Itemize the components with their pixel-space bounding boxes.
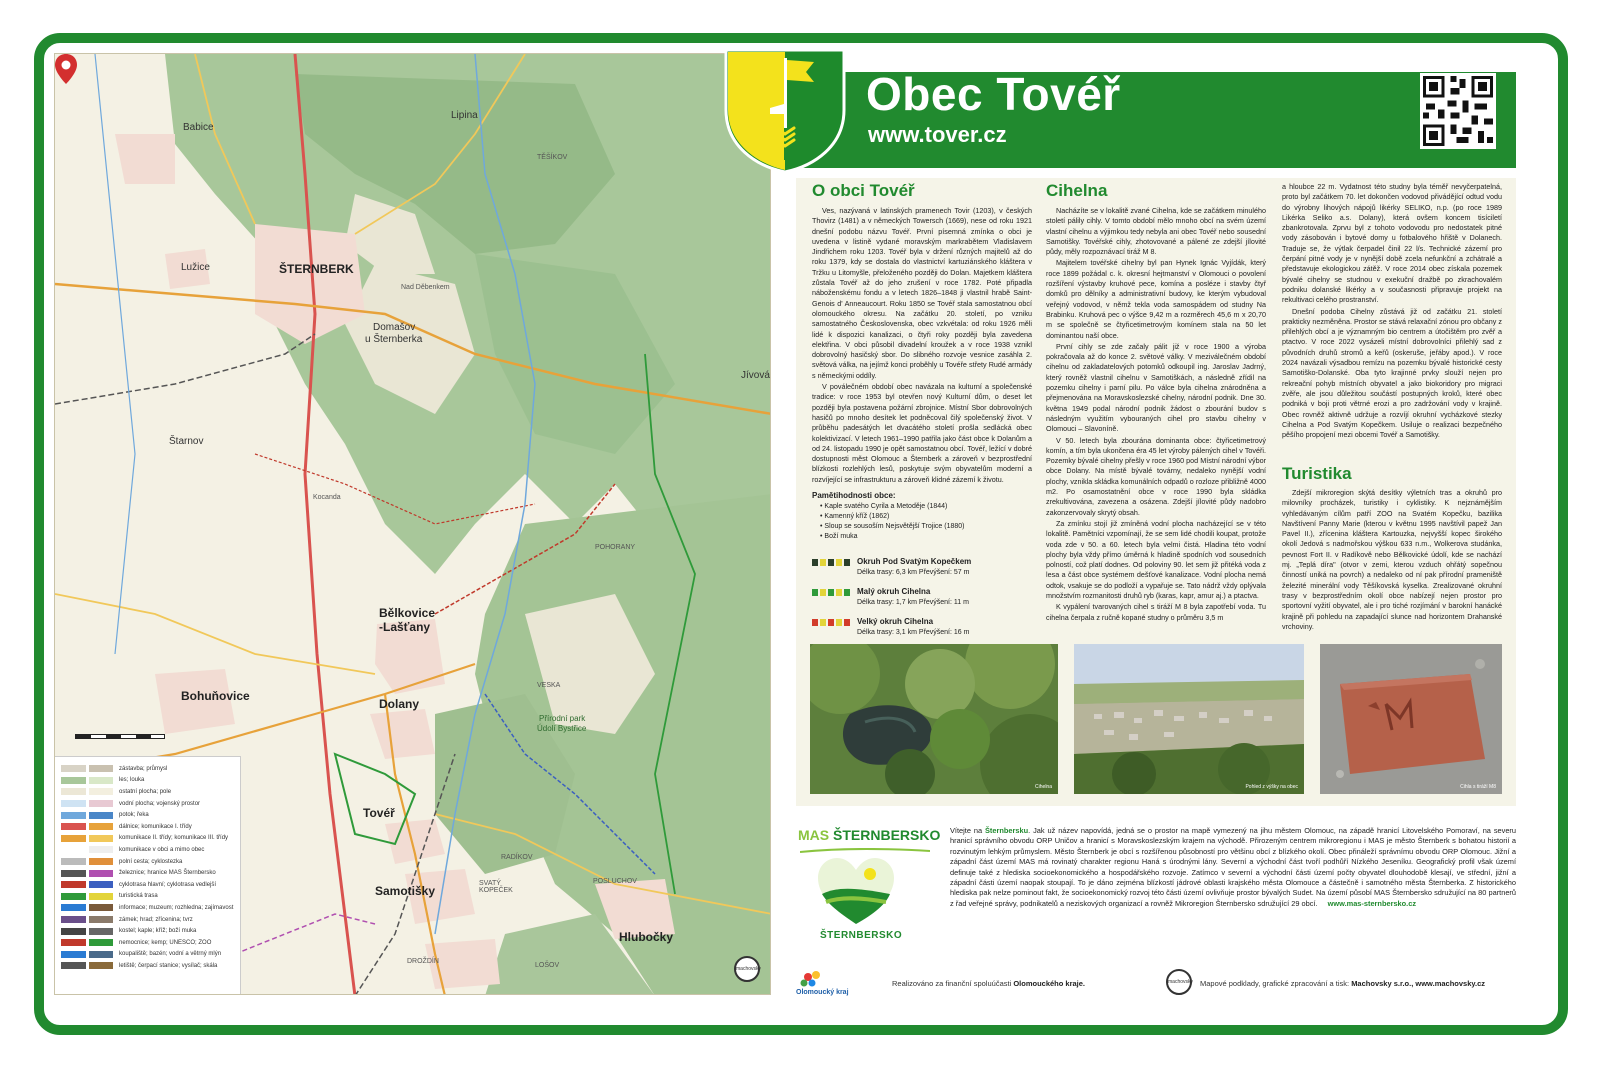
website-url[interactable]: www.tover.cz	[868, 122, 1007, 147]
map-label-lipina: Lipina	[451, 110, 478, 121]
page-title: Obec Tovéř	[866, 68, 1121, 120]
legend-label: cyklotrasa hlavní; cyklotrasa vedlejší	[119, 881, 217, 888]
legend-symbol-icon	[61, 951, 113, 958]
legend-item	[61, 879, 234, 891]
intro-pre: Vítejte na	[950, 826, 985, 835]
map-label-tesikov: TĚŠÍKOV	[537, 154, 568, 161]
cihelna-heading: Cihelna	[1046, 181, 1108, 200]
legend-label: kostel; kaple; kříž; boží muka	[119, 928, 197, 935]
village-image	[1074, 644, 1304, 794]
about-heading: O obci Tovéř	[812, 181, 915, 200]
map-label-domasov: Domašov	[373, 322, 416, 333]
route-symbol-icon	[812, 589, 850, 596]
legend-symbol-icon	[61, 777, 113, 784]
funding-text	[892, 979, 1085, 988]
intro-body: . Jak už název napovídá, jedná se o prostor na mapě vymezený na jihu městem Olomouc, na západě hranicí Litovelského Pomoraví, na severu hranicí správního obvodu ORP Uničov a hranicí s Moravskoslezským krajem na východě. Přirozeným centrem mikroregionu i MAS je město Šternberk s bohatou historií a rozvinutým lehkým průmyslem. Město Šternberk je obcí s rozšířenou působností pro většinu obcí z blízkého okolí. Obec přináleží správnímu obvodu ORP Olomouc. Jižní a západní část území MAS má rovinatý charakter regionu Haná s úrodnými lány. Severní a východní část tvoří podhůří Nízkého Jeseníku. Geografický profil však území definuje také z hlediska socioekonomického a hospodářského rozvoje. Zatímco v severní a východní části území počty obyvatel dlouhodobě klesají, ve střední, jižní a západní části území naopak stoupají. To je dáno zejména blízkostí jádrové oblasti krajského města Olomouce a částečně i samotného města Šternberka. Z historického hlediska pak nelze pominout fakt, že socioekonomický rozvoj této části území ovlivňuje prostor bývalých Sudet. Na území působí MAS Šternbersko sdružující na 80 partnerů z řad veřejné správy, podnikatelů a neziskových organizací a rovněž Mikroregion Šternbersko sdružující 29 obcí.	[950, 826, 1516, 908]
about-paragraph-1: Ves, nazývaná v latinských pramenech Tovir (1203), v českých Thovirz (1481) a v německých Towersch (1669), nese od roku 1921 dnešní podobu názvu Tovéř. První písemná zmínka o obci je uvedena v listině vydané moravským markrabětem Vladislavem Jindřichem roku 1203. Tovéř byla v držení různých majitelů až do roku 1379, kdy se dostala do vlastnictví kartuziánského kláštera v Tržku u Litomyšle, přeloženého později do Dolan. Majetkem kláštera zůstala Tovéř až do jeho zrušení v roce 1782. Poté připadla náboženskému fondu a v letech 1826–1848 ji vlastnil hrabě Saint-Genois d' Anneaucourt. Roku 1850 se Tovéř stala samostatnou obcí olomouckého okresu. Na začátku 20. století, po vzniku samostatného Československa, obec vzkvétala: od roku 1926 měli lidé k dispozici kanalizaci, o čtyři roky později byla zavedena elektřina. V obci působil divadelní kroužek a v roce 1938 vznikl dobrovolný hasičský sbor. Do slibného rozvoje vesnice zasáhla 2. světová válka, na jejímž konci proběhly u Tovéře střety Rudé armády s německými oddíly.	[812, 206, 1032, 380]
map-label-samotisky: Samotišky	[375, 884, 436, 898]
map-label-tover: Tovéř	[363, 806, 395, 820]
olomoucky-kraj-label: Olomoucký kraj	[796, 989, 849, 996]
photo-cihelna-pond[interactable]	[810, 644, 1058, 794]
map-label-svaty-kopecek: SVATÝ KOPEČEK	[479, 880, 513, 894]
legend-symbol-icon	[61, 904, 113, 911]
cihelna-paragraph: První cihly se zde začaly pálit již v roce 1900 a výroba pokračovala až do konce 2. světové války. V meziválečném období cihelnu od zakladatelových potomků odkoupil ing. Jaroslav Jadrný, který rovněž vlastnil cihelnu v Samotiškách, a následně zřídil na pozemku cihelny i parní pilu. Po válce byla cihelna znárodněna a přejmenována na Moravskoslezské cihelny, národní podnik. Dne 30. května 1949 podal národní podnik žádost o zbourání budov s následným využitím vybouraných cihel pro stavbu cihelny v Olomouci – Slavoníně.	[1046, 341, 1266, 434]
map-label-sternberk: ŠTERNBERK	[279, 262, 354, 276]
map-label-babice: Babice	[183, 122, 214, 133]
map-label-bohunovice: Bohuňovice	[181, 689, 250, 703]
heart-logo-label: ŠTERNBERSKO	[820, 930, 903, 941]
cihelna-paragraph: Za zmínku stojí již zmíněná vodní plocha nacházející se v této lokalitě. Pamětníci vzpomínají, že se sem lidé chodili koupat, protože voda zde v 50. a 60. letech byla velmi čistá. Hladina této vodní plochy byla vždy přímo úměrná k hladině spodních vod sousedních polností, což platí dodnes. Od poloviny 90. let sem již přitéká voda z lesa a část obce systémem dešťové kanalizace. Vodní plocha nemá odtok, vsakuje se do podloží a vypařuje se. Tato nádrž vždy oplývala množstvím rozmanitosti druhů ryb (karas, kapr, amur aj.) a ptactva.	[1046, 518, 1266, 600]
map-label-jivova: Jívová	[741, 370, 770, 381]
monument-item: • Sloup se sousoším Nejsvětější Trojice (1880)	[820, 522, 1032, 532]
legend-label: informace; muzeum; rozhledna; zajímavost	[119, 904, 234, 911]
legend-symbol-icon	[61, 962, 113, 969]
map-label-hlubocky: Hlubočky	[619, 930, 674, 944]
map-label-radikov: RADÍKOV	[501, 854, 533, 861]
route-length: Délka trasy: 6,3 km Převýšení: 57 m	[857, 569, 970, 576]
mas-logo-name: ŠTERNBERSKO	[833, 827, 941, 843]
legend-label: turistická trasa	[119, 893, 158, 900]
heart-logo-icon	[818, 858, 894, 928]
qr-code-icon[interactable]	[1420, 73, 1496, 149]
map-label-drozdin: DROŽDÍN	[407, 958, 439, 965]
monument-item: • Kamenný kříž (1862)	[820, 512, 1032, 522]
legend-label: komunikace v obci a mimo obec	[119, 846, 205, 853]
legend-item	[61, 833, 234, 845]
cihelna-paragraph: Majitelem tovéřské cihelny byl pan Hynek Ignác Vyjídák, který roce 1899 požádal c. k. okresní hejtmanství v Olomouci o povolení rozšíření výstavby kruhové pece, komína a posléze i stavby čtyř domků pro dělníky a administrativní budovy, ke kterým vybudoval veřejný vodovod, v němž tekla voda samospádem od studny Na Brabinku. Kruhová pec o výšce 9,42 m a rozměrech 45,6 m x 20,70 m se společně se čtyřicetimetrovým komínem stala na 50 let dominantou naší obce.	[1046, 258, 1266, 340]
photo-brick[interactable]	[1320, 644, 1502, 794]
cihelna-paragraph: V 50. letech byla zbourána dominanta obce: čtyřicetimetrový komín, a tím byla ukončena éra 45 let výroby pálených cihel v Tovéři. Pozemky bývalé cihelny přešly v roce 1960 pod Místní národní výbor obce Dolany. Na místě bývalé továrny, nedaleko nynější vodní plochy, vznikla skládka komunálních odpadů o rozloze přibližně 4000 m2. Po osamostatnění obce v roce 1990 byla skládka zrekultivována, zavezena a osázena. Zdejší jílovité půdy nadobro zakonzervovaly skrytý obsah.	[1046, 435, 1266, 517]
legend-item	[61, 844, 234, 856]
legend-item	[61, 914, 234, 926]
mas-logo-swoosh	[800, 848, 930, 854]
legend-label: zámek; hrad; zřícenina; tvrz	[119, 916, 193, 923]
legend-item	[61, 867, 234, 879]
route-name: Okruh Pod Svatým Kopečkem	[857, 557, 972, 566]
mas-website-link[interactable]: www.mas-sternbersko.cz	[1327, 898, 1417, 908]
route-length: Délka trasy: 1,7 km Převýšení: 11 m	[857, 599, 969, 606]
map-label-sternov: Štarnov	[169, 436, 204, 447]
map-label-posluchov: POSLUCHOV	[593, 878, 637, 885]
about-column	[812, 206, 1032, 542]
map-publisher-logo: machovsky	[734, 956, 760, 982]
legend-item	[61, 821, 234, 833]
legend-symbol-icon	[61, 800, 113, 807]
legend-label: železnice; hranice MAS Šternbersko	[119, 870, 216, 877]
legend-symbol-icon	[61, 881, 113, 888]
route-item[interactable]	[812, 557, 987, 587]
legend-symbol-icon	[61, 928, 113, 935]
legend-rows	[61, 763, 234, 972]
third-column	[1282, 182, 1502, 441]
legend-symbol-icon	[61, 835, 113, 842]
map-label-belkovice: Bělkovice	[379, 606, 436, 620]
legend-symbol-icon	[61, 916, 113, 923]
legend-symbol-icon	[61, 788, 113, 795]
credit-bold[interactable]: Machovsky s.r.o., www.machovsky.cz	[1351, 979, 1485, 988]
coat-of-arms-icon	[722, 48, 848, 174]
monument-item: • Kaple svatého Cyrila a Metoděje (1844)	[820, 502, 1032, 512]
legend-symbol-icon	[61, 939, 113, 946]
photo-caption: Cihelna	[1035, 784, 1052, 790]
legend-label: potok; řeka	[119, 812, 149, 819]
route-item[interactable]	[812, 617, 987, 647]
map-label-pohorany: POHORANY	[595, 544, 636, 551]
legend-item	[61, 925, 234, 937]
legend-label: letiště; čerpací stanice; vysílač; skála	[119, 962, 218, 969]
turistika-paragraph: Zdejší mikroregion skýtá desítky výletních tras a okruhů pro milovníky procházek, turistiky i cyklistiky. K nejznámějším vyhledávaným cílům patří ZOO na Svatém Kopečku, bazilika Navštívení Panny Marie (kterou v květnu 1995 navštívil papež Jan Pavel II.), zřícenina kláštera Kartouzka, nejvyšší kopec širokého okolí Jedová s nadmořskou výškou 633 n.m., Wolkerova studánka, pevnost Fort II. v Radíkově nebo Bělkovické údolí, kde se nachází mj. „Teplá díra" (otvor v zemi, kterou vzduch ohřátý sopečnou činností uniká na povrch) a nedaleko od ní pak přírodní prameniště železité minerální vody Těšíkovská kyselka. Zrealizované okruhní trasy v bezprostředním okolí obce nabízejí nejen prostor pro sportovní vyžití obyvatel, ale i pro tiché rozjímání v barokní hanácké krajině při pohledu na zapadající slunce nad horizontem Drahanské vrchoviny.	[1282, 488, 1502, 631]
location-pin-icon[interactable]	[55, 54, 77, 84]
legend-item	[61, 763, 234, 775]
legend-label: zástavba; průmysl	[119, 765, 168, 772]
cihelna-column	[1046, 206, 1266, 624]
legend-item	[61, 856, 234, 868]
map-label-u-sternberka: u Šternberka	[365, 334, 423, 345]
map-label-park-1: Přírodní park	[539, 714, 586, 723]
route-item[interactable]	[812, 587, 987, 617]
map-label-luzice: Lužice	[181, 262, 210, 273]
pond-image	[810, 644, 1058, 794]
map-label-kocanda: Kocanda	[313, 494, 341, 501]
monuments-list	[812, 502, 1032, 542]
route-symbol-icon	[812, 559, 850, 566]
photo-caption: Pohled z výšky na obec	[1245, 784, 1298, 790]
legend-symbol-icon	[61, 765, 113, 772]
legend-item	[61, 960, 234, 972]
map-scale-bar	[75, 734, 165, 739]
legend-label: ostatní plocha; pole	[119, 788, 172, 795]
route-length: Délka trasy: 3,1 km Převýšení: 16 m	[857, 629, 970, 636]
legend-label: les; louka	[119, 777, 145, 784]
legend-item	[61, 798, 234, 810]
monuments-title: Pamětihodnosti obce:	[812, 491, 896, 501]
mas-logo-mas: MAS	[798, 827, 830, 843]
legend-item	[61, 809, 234, 821]
legend-symbol-icon	[61, 870, 113, 877]
route-name: Malý okruh Cihelna	[857, 587, 931, 596]
photo-caption: Cihla s tiráží M8	[1460, 784, 1496, 790]
legend-label: vodní plocha; vojenský prostor	[119, 800, 201, 807]
map-label-park-2: Údolí Bystřice	[537, 724, 587, 733]
legend-label: polní cesta; cyklostezka	[119, 858, 183, 865]
map-legend	[55, 756, 241, 994]
legend-item	[61, 937, 234, 949]
legend-item	[61, 949, 234, 961]
legend-symbol-icon	[61, 846, 113, 853]
col3-paragraph: a hloubce 22 m. Vydatnost této studny byla téměř nevyčerpatelná, proto byl začátkem 70. let dokončen vodovod přivádějící odtud vodu do výrobny lihových nápojů likérky SELIKO, n.p. (po roce 1989 Likérka Seliko a.s. Dolany), která ovšem koncem tisíciletí zbankrotovala. Zprvu byl z tohoto vodovodu pro nedostatek pitné vody zásobován i bytové domy u fotbalového hřiště v Dolanech. Traduje se, že výtlak čerpadel činil 22 l/s. Technické zázemí pro čerpání pitné vody je v nynější době zcela nefunkční a zchátralé a představuje ekologickou zátěž. V roce 2014 obec získala pozemek bývalé cihelny se studnou v exekuční dražbě po zkrachovalém podniku dolanské likérky a v současnosti připravuje projekt na rekultivaci celého prostranství.	[1282, 182, 1502, 305]
legend-item	[61, 902, 234, 914]
map-label-losov: LOŠOV	[535, 962, 560, 969]
legend-symbol-icon	[61, 812, 113, 819]
photo-village-aerial[interactable]	[1074, 644, 1304, 794]
route-symbol-icon	[812, 619, 850, 626]
map-label-nad-debenkem: Nad Děbenkem	[401, 284, 450, 291]
mas-logo[interactable]	[798, 827, 941, 847]
cihelna-paragraph: K vypálení tvarovaných cihel s tiráží M 8 byla zapotřebí voda. Tu cihelna čerpala z ručně kopané studny o průměru 3,5 m	[1046, 602, 1266, 622]
credit-pre: Mapové podklady, grafické zpracování a tisk:	[1200, 979, 1352, 988]
legend-symbol-icon	[61, 893, 113, 900]
legend-item	[61, 891, 234, 903]
turistika-column	[1282, 488, 1502, 633]
tourist-map[interactable]	[54, 53, 771, 995]
map-label-dolany: Dolany	[379, 697, 420, 711]
legend-label: komunikace II. třídy; komunikace III. třídy	[119, 835, 229, 842]
legend-label: nemocnice; kemp; UNESCO; ZOO	[119, 939, 212, 946]
credit-text	[1200, 979, 1485, 988]
turistika-heading: Turistika	[1282, 464, 1352, 483]
legend-symbol-icon	[61, 858, 113, 865]
col3-paragraph: Dnešní podoba Cihelny zůstává již od začátku 21. století prakticky nezměněna. Prostor se stává relaxační zónou pro občany z přilehlých obcí a je významným bio centrem a útočištěm pro zvěř a ptactvo. V roce 2022 vysázeli místní dobrovolníci přilehlý sad z původních druhů stromů a keřů (oskeruše, jeřáby apod.). V roce 2024 navázali výsadbou remízu na pozemku bývalé historické cesty Samotiško-Dolanské. Oba tyto krajinné prvky slouží nejen pro rekreační pohyb místních obyvatel a jako biokoridory pro migraci zvěře, ale jsou důležitou součástí postupných kroků, které obec podniká v boji proti větrné erozi a pro zadržování vody v krajině. Obec rovněž aktivně udržuje a rozvíjí okruhní vycházkové stezky Cihelna a Pod Svatým Kopečkem. Usiluje o realizaci bezpečného pěšího propojení mezi obcemi Tovéř a Samotišky.	[1282, 306, 1502, 440]
footer	[796, 965, 1516, 1001]
monument-item: • Boží muka	[820, 532, 1032, 542]
legend-label: dálnice; komunikace I. třídy	[119, 823, 192, 830]
funding-pre: Realizováno za finanční spoluúčasti	[892, 979, 1014, 988]
route-list	[812, 557, 987, 647]
machovsky-logo[interactable]: machovsky	[1166, 969, 1192, 995]
legend-item	[61, 775, 234, 787]
funding-bold: Olomouckého kraje.	[1013, 979, 1086, 988]
map-label-lastany: -Lašťany	[379, 620, 431, 634]
brick-image	[1320, 644, 1502, 794]
cihelna-paragraph: Nacházíte se v lokalitě zvané Cihelna, kde se začátkem minulého století pálily cihly. V tomto období mělo mnoho obcí na svém území vlastní cihelnu a výjimkou tedy nebyla ani obec Tovéř nebo sousední Samotišky. Tovéřské cihly, zhotovované a pálené ze zdejší jílovité půdy, měly rozpoznávací tiráž M 8.	[1046, 206, 1266, 257]
mas-intro-text	[950, 826, 1516, 909]
intro-link[interactable]: Šternbersku	[984, 826, 1029, 835]
about-paragraph-2: V poválečném období obec navázala na kulturní a společenské tradice: v roce 1953 byl otevřen nový Kulturní dům, o deset let později byla postavena požární zbrojnice. Místní Sbor dobrovolných hasičů po mnoho desítek let podněcoval čilý společenský život. V průběhu padesátých let dvacátého století prošla sedlácká obec kolektivizací. V letech 1961–1990 patřila jako část obce k Dolanům a od 24. listopadu 1990 je opět samostatnou obcí. Tovéř, ležící v dobré dostupnosti měst Olomouc a Šternberk a zároveň v bezprostřední blízkosti rozlehlých lesů, poskytuje svým obyvatelům moderní a rozvíjející se infrastrukturu a zároveň klidné zázemí k životu.	[812, 382, 1032, 484]
route-name: Velký okruh Cihelna	[857, 617, 934, 626]
legend-item	[61, 786, 234, 798]
legend-symbol-icon	[61, 823, 113, 830]
legend-label: koupaliště; bazén; vodní a větrný mlýn	[119, 951, 222, 958]
map-label-veska: VESKA	[537, 682, 561, 689]
